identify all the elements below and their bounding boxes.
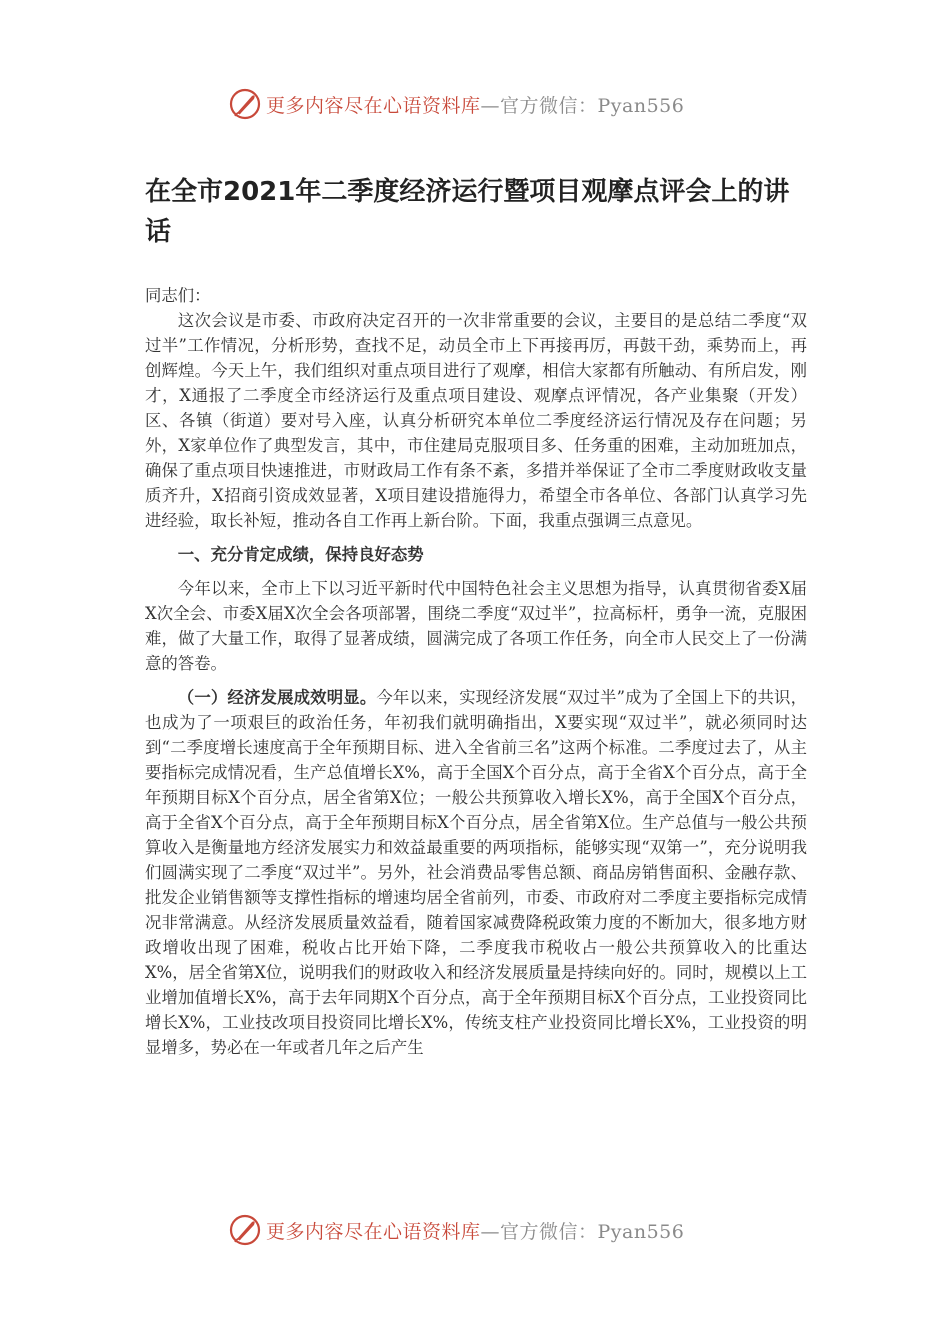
section-heading-1: 一、充分肯定成绩，保持良好态势: [177, 545, 424, 564]
quill-logo-icon: [228, 87, 262, 121]
subsection-body: 今年以来，实现经济发展“双过半”成为了全国上下的共识，也成为了一项艰巨的政治任务，年初我们就明确指出，X要实现“双过半”，就必须同时达到“二季度增长速度高于全年预期目标、进入全省前三名”这两个标准。二季度过去了，从主要指标完成情况看，生产总值增长X%，高于全国X个百分点，高于全省X个百分点，高于全年预期目标X个百分点，居全省第X位；一般公共预算收入增长X%，高于全国X个百分点，高于全省X个百分点，高于全年预期目标X个百分点，居全省第X位。生产总值与一般公共预算收入是衡量地方经济发展实力和效益最重要的两项指标，能够实现“双第一”，充分说明我们圆满实现了二季度“双过半”。另外，社会消费品零售总额、商品房销售面积、金融存款、批发企业销售额等支撑性指标的增速均居全省前列，市委、市政府对二季度主要指标完成情况非常满意。从经济发展质量效益看，随着国家减费降税政策力度的不断加大，很多地方财政增收出现了困难，税收占比开始下降，二季度我市税收占一般公共预算收入的比重达X%，居全省第X位，说明我们的财政收入和经济发展质量是持续向好的。同时，规模以上工业增加值增长X%，高于去年同期X个百分点，高于全年预期目标X个百分点，工业投资同比增长X%，工业技改项目投资同比增长X%，传统支柱产业投资同比增长X%，工业投资的明显增多，势必在一年或者几年之后产生: [145, 688, 807, 1057]
subsection-lead: （一）经济发展成效明显。: [177, 688, 377, 707]
watermark-text: 更多内容尽在心语资料库—官方微信：Pyan556: [266, 1220, 685, 1243]
greeting: 同志们：: [145, 286, 211, 305]
paragraph-subsection-1: [145, 685, 807, 1060]
quill-logo-icon: [228, 1213, 262, 1247]
document-title: 在全市2021年二季度经济运行暨项目观摩点评会上的讲话: [145, 177, 790, 247]
document-body: [145, 283, 807, 1060]
paragraph-intro: 这次会议是市委、市政府决定召开的一次非常重要的会议，主要目的是总结二季度“双过半”工作情况，分析形势，查找不足，动员全市上下再接再厉，再鼓干劲，乘势而上，再创辉煌。今天上午，我们组织对重点项目进行了观摩，相信大家都有所触动、有所启发，刚才，X通报了二季度全市经济运行及重点项目建设、观摩点评情况，各产业集聚（开发）区、各镇（街道）要对号入座，认真分析研究本单位二季度经济运行情况及存在问题；另外，X家单位作了典型发言，其中，市住建局克服项目多、任务重的困难，主动加班加点，确保了重点项目快速推进，市财政局工作有条不紊，多措并举保证了全市二季度财政收支量质齐升，X招商引资成效显著，X项目建设措施得力，希望全市各单位、各部门认真学习先进经验，取长补短，推动各自工作再上新台阶。下面，我重点强调三点意见。: [145, 311, 807, 530]
watermark-banner-bottom: [0, 1210, 950, 1250]
watermark-text: 更多内容尽在心语资料库—官方微信：Pyan556: [266, 94, 685, 117]
paragraph-section1-intro: 今年以来，全市上下以习近平新时代中国特色社会主义思想为指导，认真贯彻省委X届X次全会、市委X届X次全会各项部署，围绕二季度“双过半”，拉高标杆，勇争一流，克服困难，做了大量工作，取得了显著成绩，圆满完成了各项工作任务，向全市人民交上了一份满意的答卷。: [145, 579, 807, 673]
watermark-banner-top: [0, 84, 950, 124]
